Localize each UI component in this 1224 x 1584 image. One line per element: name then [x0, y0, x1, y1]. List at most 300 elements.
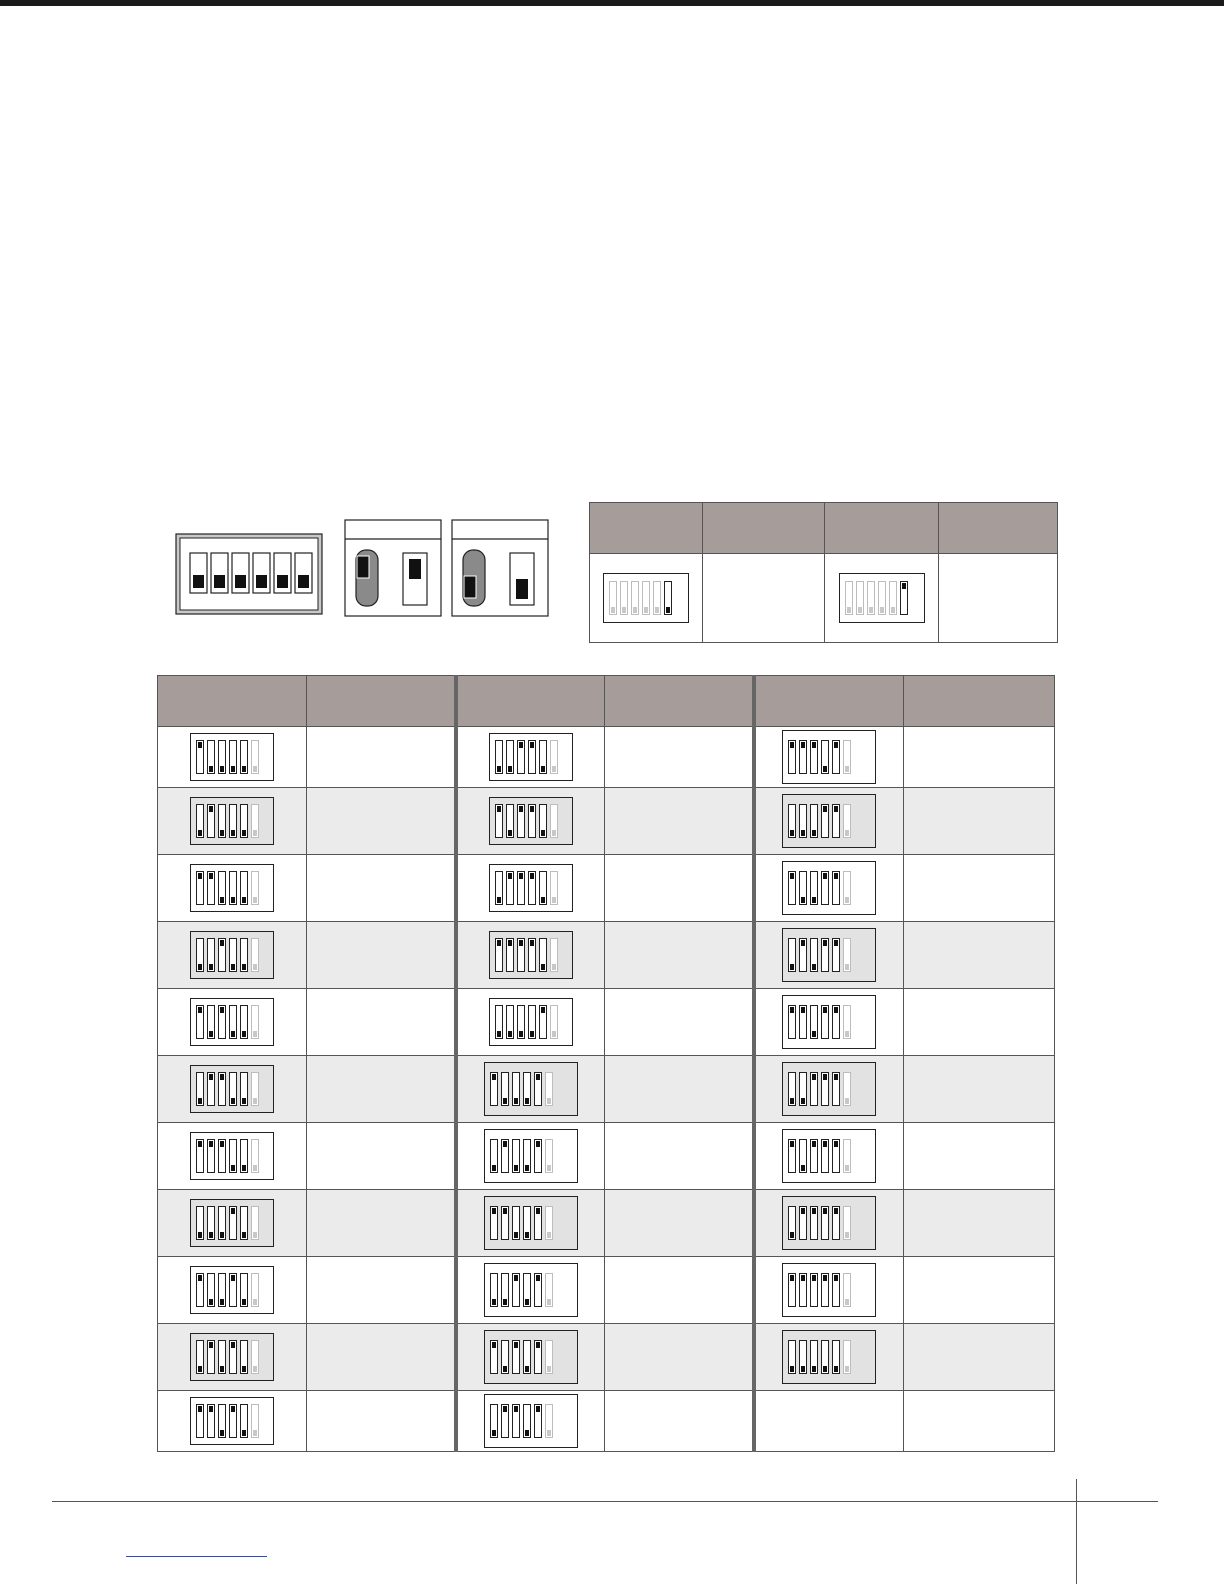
value-cell [605, 922, 754, 989]
value-cell [605, 1056, 754, 1123]
value-cell [605, 788, 754, 855]
value-cell [605, 989, 754, 1056]
table-header [754, 676, 904, 727]
small-table-header [703, 503, 825, 554]
dip-toggle [523, 1072, 531, 1106]
dip-switch-icon [782, 794, 876, 848]
table-row [158, 788, 1055, 855]
dip-switch-icon [782, 1062, 876, 1116]
dip-toggle [501, 1340, 509, 1374]
dip-toggle [550, 938, 558, 972]
dip-toggle [207, 938, 215, 972]
switch-cell [158, 1190, 307, 1257]
dip-toggle [788, 938, 796, 972]
dip-toggle [523, 1139, 531, 1173]
dip-toggle [523, 1206, 531, 1240]
dip-switch-icon [489, 733, 573, 781]
dip-toggle [788, 1072, 796, 1106]
dip-toggle [251, 1005, 259, 1039]
dip-toggle [207, 1139, 215, 1173]
dip-toggle [240, 804, 248, 838]
dip-switch-icon [190, 797, 274, 845]
dip-toggle [218, 1072, 226, 1106]
dip-toggle [207, 1340, 215, 1374]
small-table-header [825, 503, 939, 554]
switch-knob [235, 575, 246, 588]
dip-toggle [229, 1404, 237, 1438]
dip-toggle [512, 1206, 520, 1240]
switch-cell [754, 855, 904, 922]
dip-toggle [495, 871, 503, 905]
dip-toggle [810, 1206, 818, 1240]
value-cell [605, 1324, 754, 1391]
switch-cell [456, 1123, 605, 1190]
dip-toggle [229, 1273, 237, 1307]
table-header [605, 676, 754, 727]
table-row [158, 989, 1055, 1056]
switch-cell [456, 1391, 605, 1452]
table-row [158, 727, 1055, 788]
footer-link-underline[interactable] [126, 1556, 267, 1557]
switch-cell [158, 1056, 307, 1123]
dip-switch-icon [489, 998, 573, 1046]
dip-switch-icon [839, 573, 925, 623]
dip-toggle [534, 1404, 542, 1438]
dip-toggle [251, 1404, 259, 1438]
dip-switch-icon [489, 797, 573, 845]
dip-toggle [196, 804, 204, 838]
dip-toggle [218, 1139, 226, 1173]
dip-toggle [810, 1273, 818, 1307]
dip-toggle [240, 871, 248, 905]
table-row [158, 1123, 1055, 1190]
dip-toggle [788, 804, 796, 838]
label-cell [939, 554, 1058, 643]
dip-toggle [490, 1273, 498, 1307]
dip-toggle [545, 1072, 553, 1106]
dip-toggle [490, 1139, 498, 1173]
dip-toggle [832, 1273, 840, 1307]
switch-knob [214, 575, 225, 588]
dip-switch-icon [484, 1394, 578, 1448]
dip-toggle [810, 871, 818, 905]
switch-cell [158, 989, 307, 1056]
dip-toggle [810, 1005, 818, 1039]
dip-toggle [534, 1139, 542, 1173]
dip-toggle [218, 871, 226, 905]
dip-switch-icon [484, 1062, 578, 1116]
dip-toggle [251, 1340, 259, 1374]
footer-rule [52, 1501, 1158, 1502]
dip-toggle [240, 740, 248, 774]
dip-toggle [196, 938, 204, 972]
dip-toggle [501, 1273, 509, 1307]
dip-toggle [251, 804, 259, 838]
dip-toggle [528, 938, 536, 972]
switch-settings-table [157, 675, 1055, 1452]
dip-toggle [821, 871, 829, 905]
dip-toggle [490, 1404, 498, 1438]
dip-toggle [843, 1072, 851, 1106]
dip-toggle [550, 740, 558, 774]
value-cell [307, 788, 456, 855]
dip-toggle [517, 871, 525, 905]
dip-toggle [528, 871, 536, 905]
label-cell [703, 554, 825, 643]
dip-toggle [506, 1005, 514, 1039]
dip-toggle [799, 1340, 807, 1374]
dip-toggle [539, 1005, 547, 1039]
switch-knob [298, 575, 309, 588]
dip-toggle [196, 871, 204, 905]
dip-toggle [207, 1072, 215, 1106]
dip-toggle [821, 938, 829, 972]
dip-toggle [240, 938, 248, 972]
dip-toggle [207, 871, 215, 905]
dip-toggle [240, 1005, 248, 1039]
switch-cell [456, 1324, 605, 1391]
table-row [158, 1257, 1055, 1324]
dip-switch-icon [603, 573, 689, 623]
dip-toggle [240, 1072, 248, 1106]
dip-switch-icon [190, 1132, 274, 1180]
switch-cell [158, 1123, 307, 1190]
dip-switch-icon [190, 1333, 274, 1381]
dip-toggle [490, 1340, 498, 1374]
dip-toggle [207, 1404, 215, 1438]
dip-toggle [889, 581, 897, 615]
dip-toggle [196, 1404, 204, 1438]
switch-cell [754, 1324, 904, 1391]
dip-toggle [196, 1005, 204, 1039]
dip-toggle [196, 1139, 204, 1173]
dip-toggle [550, 1005, 558, 1039]
dip-toggle [539, 804, 547, 838]
switch-cell [456, 1190, 605, 1257]
dip-toggle [788, 871, 796, 905]
dip-toggle [240, 1404, 248, 1438]
value-cell [904, 1391, 1055, 1452]
dip-toggle [810, 1072, 818, 1106]
dip-toggle [832, 871, 840, 905]
switch-cell [158, 1391, 307, 1452]
dip-switch-icon [489, 931, 573, 979]
dip-toggle [490, 1206, 498, 1240]
dip-toggle [821, 1139, 829, 1173]
switch-cell [590, 554, 703, 643]
table-header [456, 676, 605, 727]
switch-cell [456, 788, 605, 855]
dip-toggle [501, 1072, 509, 1106]
dip-toggle [251, 1072, 259, 1106]
dip-toggle [207, 1005, 215, 1039]
dip-toggle [196, 1206, 204, 1240]
dip-toggle [240, 1340, 248, 1374]
dip-toggle [512, 1404, 520, 1438]
switch-cell [754, 1123, 904, 1190]
dip-toggle [832, 1206, 840, 1240]
value-cell [904, 989, 1055, 1056]
dip-toggle [218, 1340, 226, 1374]
dip-toggle [900, 581, 908, 615]
dip-toggle [843, 938, 851, 972]
value-cell [307, 1257, 456, 1324]
dip-toggle [240, 1273, 248, 1307]
value-cell [605, 855, 754, 922]
dip-toggle [653, 581, 661, 615]
dip-toggle [506, 938, 514, 972]
switch-cell [158, 1324, 307, 1391]
table-header [307, 676, 456, 727]
dip-toggle [878, 581, 886, 615]
dip-toggle [550, 871, 558, 905]
dip-toggle [218, 804, 226, 838]
switch-cell [158, 1257, 307, 1324]
value-cell [904, 727, 1055, 788]
dip-toggle [545, 1404, 553, 1438]
value-cell [904, 855, 1055, 922]
value-cell [605, 727, 754, 788]
dip-toggle [512, 1273, 520, 1307]
dip-toggle [788, 1340, 796, 1374]
footer-divider [1076, 1479, 1077, 1584]
dip-toggle [218, 1273, 226, 1307]
dip-toggle [821, 1072, 829, 1106]
dip-toggle [810, 1340, 818, 1374]
dip-toggle [495, 1005, 503, 1039]
dip-toggle [229, 804, 237, 838]
dip-toggle [799, 871, 807, 905]
dip-toggle [196, 1072, 204, 1106]
switch-cell [754, 727, 904, 788]
dip-toggle [207, 804, 215, 838]
value-cell [904, 1257, 1055, 1324]
dip-toggle [832, 938, 840, 972]
dip-switch-icon [484, 1196, 578, 1250]
dip-switch-icon [190, 1266, 274, 1314]
table-row [158, 922, 1055, 989]
dip-toggle [799, 1005, 807, 1039]
dip-toggle [251, 871, 259, 905]
slide-switch-knob [409, 559, 421, 579]
dip-toggle [539, 938, 547, 972]
dip-toggle [229, 1340, 237, 1374]
dip-toggle [523, 1273, 531, 1307]
dip-toggle [539, 871, 547, 905]
dip-toggle [251, 740, 259, 774]
switch-cell [456, 1056, 605, 1123]
dip-toggle [229, 1072, 237, 1106]
switch-cell [456, 922, 605, 989]
dip-toggle [545, 1340, 553, 1374]
switch-cell [754, 1391, 904, 1452]
dip-toggle [218, 1404, 226, 1438]
dip-toggle [251, 1273, 259, 1307]
dip-switch-icon [484, 1129, 578, 1183]
dip-toggle [490, 1072, 498, 1106]
dip-toggle [251, 938, 259, 972]
dip-toggle [856, 581, 864, 615]
dip-switch-icon [782, 730, 876, 784]
dip-toggle [799, 1139, 807, 1173]
dip-toggle [229, 871, 237, 905]
dip-toggle [832, 1139, 840, 1173]
dip-toggle [196, 740, 204, 774]
small-table [589, 502, 1058, 643]
dip-toggle [799, 938, 807, 972]
dip-toggle [218, 1206, 226, 1240]
dip-switch-icon [190, 1065, 274, 1113]
dip-toggle [843, 1340, 851, 1374]
dip-switch-icon [782, 861, 876, 915]
dip-toggle [843, 740, 851, 774]
dip-toggle [528, 1005, 536, 1039]
dip-toggle [821, 1005, 829, 1039]
dip-toggle [810, 1139, 818, 1173]
dip-toggle [512, 1340, 520, 1374]
dip-toggle [506, 740, 514, 774]
value-cell [605, 1257, 754, 1324]
dip-toggle [620, 581, 628, 615]
dip-toggle [196, 1340, 204, 1374]
dip-toggle [810, 740, 818, 774]
dip-toggle [843, 1206, 851, 1240]
dip-toggle [845, 581, 853, 615]
value-cell [307, 989, 456, 1056]
table-row [158, 1056, 1055, 1123]
dip-toggle [207, 1273, 215, 1307]
table-header [904, 676, 1055, 727]
switch-cell [158, 727, 307, 788]
switch-cell [456, 855, 605, 922]
switch-cell [754, 1056, 904, 1123]
dip-toggle [517, 938, 525, 972]
dip-switch-icon [782, 995, 876, 1049]
dip-toggle [799, 1273, 807, 1307]
switch-cell [456, 989, 605, 1056]
dip-toggle [550, 804, 558, 838]
dip-toggle [528, 740, 536, 774]
value-cell [904, 1324, 1055, 1391]
dip-switch-icon [489, 864, 573, 912]
dip-toggle [821, 1206, 829, 1240]
dip-toggle [229, 740, 237, 774]
dip-toggle [843, 871, 851, 905]
dip-toggle [788, 740, 796, 774]
dip-toggle [517, 804, 525, 838]
value-cell [904, 1190, 1055, 1257]
dip-toggle [821, 804, 829, 838]
dip-toggle [229, 1206, 237, 1240]
dip-toggle [251, 1206, 259, 1240]
dip-toggle [218, 938, 226, 972]
value-cell [605, 1391, 754, 1452]
switch-cell [456, 1257, 605, 1324]
dip-toggle [207, 740, 215, 774]
value-cell [307, 1324, 456, 1391]
switch-cell [825, 554, 939, 643]
dip-toggle [810, 804, 818, 838]
dip-switch-icon [190, 998, 274, 1046]
dip-toggle [506, 871, 514, 905]
dip-switch-icon [782, 1330, 876, 1384]
dip-toggle [788, 1139, 796, 1173]
dip-toggle [788, 1005, 796, 1039]
dip-toggle [799, 1206, 807, 1240]
dip-toggle [196, 1273, 204, 1307]
dip-toggle [517, 740, 525, 774]
switch-knob [193, 575, 204, 588]
value-cell [307, 727, 456, 788]
dip-toggle [788, 1206, 796, 1240]
slide-switch-knob [516, 579, 528, 599]
dip-toggle [229, 938, 237, 972]
switch-cell [754, 1257, 904, 1324]
dip-toggle [240, 1206, 248, 1240]
dip-toggle [821, 740, 829, 774]
dip-toggle [218, 740, 226, 774]
value-cell [904, 922, 1055, 989]
dip-toggle [799, 804, 807, 838]
dip-toggle [517, 1005, 525, 1039]
dip-switch-icon [484, 1330, 578, 1384]
switch-cell [158, 922, 307, 989]
switch-cell [158, 855, 307, 922]
value-cell [904, 1123, 1055, 1190]
value-cell [307, 1190, 456, 1257]
table-header [158, 676, 307, 727]
small-table-header [939, 503, 1058, 554]
dip-toggle [251, 1139, 259, 1173]
switch-cell [754, 788, 904, 855]
dip-toggle [867, 581, 875, 615]
dip-switch-icon [782, 1263, 876, 1317]
dip-toggle [501, 1139, 509, 1173]
dip-switch-icon [782, 1129, 876, 1183]
dip-toggle [843, 1273, 851, 1307]
rocker-toggle [464, 576, 476, 598]
dip-toggle [799, 740, 807, 774]
dip-switch-icon [190, 1199, 274, 1247]
dip-toggle [207, 1206, 215, 1240]
dip-switch-icon [484, 1263, 578, 1317]
value-cell [307, 1123, 456, 1190]
table-row [158, 855, 1055, 922]
dip-toggle [523, 1340, 531, 1374]
dip-toggle [832, 1072, 840, 1106]
switch-knob [256, 575, 267, 588]
table-row [158, 1324, 1055, 1391]
table-row [158, 1391, 1055, 1452]
dip-toggle [545, 1273, 553, 1307]
value-cell [904, 788, 1055, 855]
dip-toggle [642, 581, 650, 615]
dip-toggle [523, 1404, 531, 1438]
dip-toggle [810, 938, 818, 972]
dip-switch-icon [190, 1397, 274, 1445]
switch-cell [456, 727, 605, 788]
dip-toggle [534, 1340, 542, 1374]
switch-cell [754, 1190, 904, 1257]
dip-toggle [528, 804, 536, 838]
dip-toggle [788, 1273, 796, 1307]
value-cell [307, 922, 456, 989]
dip-toggle [495, 938, 503, 972]
value-cell [605, 1123, 754, 1190]
dip-toggle [229, 1005, 237, 1039]
dip-toggle [843, 1005, 851, 1039]
dip-switch-icon [190, 733, 274, 781]
